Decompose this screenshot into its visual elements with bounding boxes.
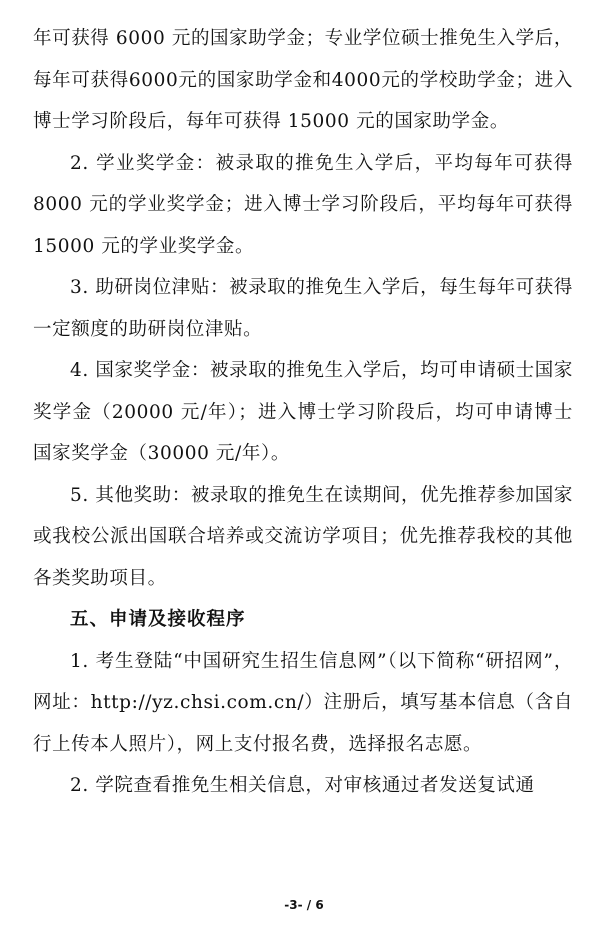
page-number: -3- / 6	[284, 898, 324, 912]
paragraph-procedure-step-1: 1. 考生登陆“中国研究生招生信息网”（以下简称“研招网”，网址：http://yz.chsi.com.cn/）注册后，填写基本信息（含自行上传本人照片），网上支付报名费，选择报名志愿。	[33, 650, 573, 755]
paragraph-national-grant-cont: 年可获得 6000 元的国家助学金；专业学位硕士推免生入学后，每年可获得6000元的国家助学金和4000元的学校助学金；进入博士学习阶段后，每年可获得 15000 元的国家助学金。	[33, 28, 573, 132]
paragraph-academic-scholarship: 2. 学业奖学金：被录取的推免生入学后，平均每年可获得 8000 元的学业奖学金；进入博士学习阶段后，平均每年可获得 15000 元的学业奖学金。	[33, 152, 573, 257]
section-heading: 五、申请及接收程序	[70, 609, 246, 630]
paragraph-research-assistant-allowance: 3. 助研岗位津贴：被录取的推免生入学后，每生每年可获得一定额度的助研岗位津贴。	[33, 277, 573, 340]
paragraph-procedure-step-2: 2. 学院查看推免生相关信息，对审核通过者发送复试通	[70, 775, 535, 796]
paragraph-other-awards: 5. 其他奖助：被录取的推免生在读期间，优先推荐参加国家或我校公派出国联合培养或交流访学项目；优先推荐我校的其他各类奖助项目。	[33, 484, 573, 589]
paragraph-national-scholarship: 4. 国家奖学金：被录取的推免生入学后，均可申请硕士国家奖学金（20000 元/年）；进入博士学习阶段后，均可申请博士国家奖学金（30000 元/年）。	[33, 360, 573, 464]
document-body	[33, 18, 573, 807]
